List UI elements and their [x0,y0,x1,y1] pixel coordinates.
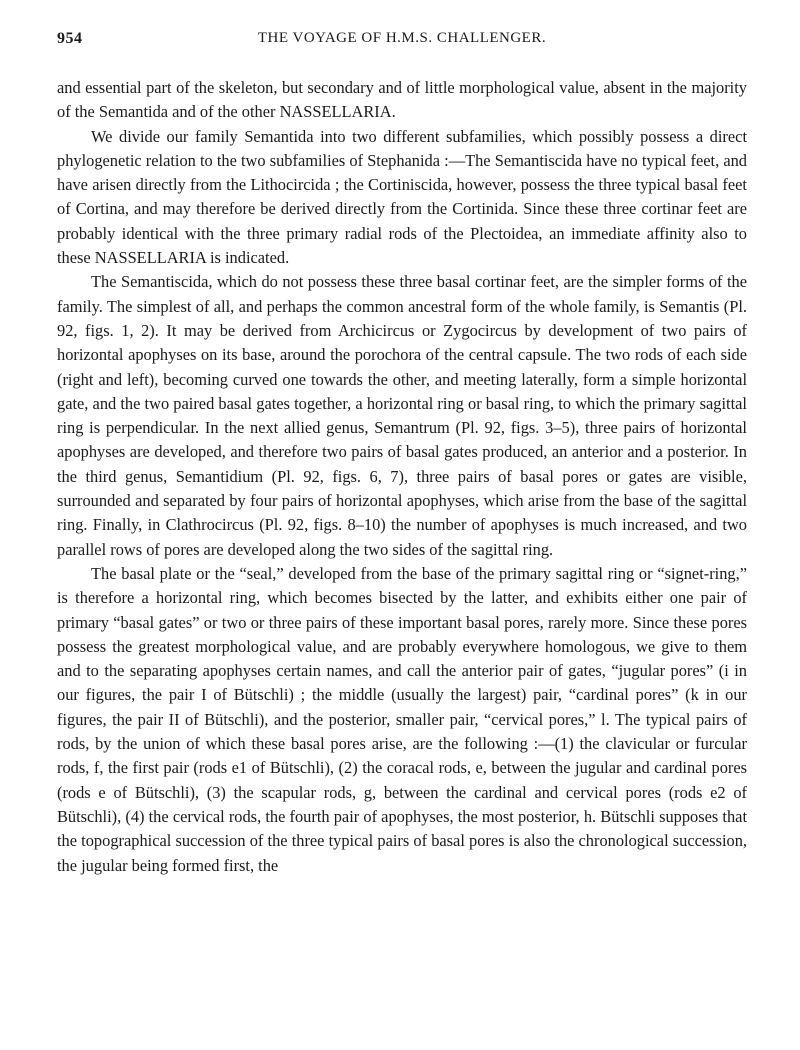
running-title: THE VOYAGE OF H.M.S. CHALLENGER. [257,30,547,46]
document-page [57,30,747,878]
paragraph-4: The basal plate or the “seal,” developed from the base of the primary sagittal ring or “signet-ring,” is therefore a horizontal ring, which becomes bisected by the latter, and exhibits either one pair of primary “basal gates” or two or three pairs of these important basal pores, rarely more. Since these pores possess the greatest morphological value, and are probably everywhere homologous, we give to them and to the separating apophyses certain names, and call the anterior pair of gates, “jugular pores” (i in our figures, the pair I of Bütschli) ; the middle (usually the largest) pair, “cardinal pores” (k in our figures, the pair II of Bütschli), and the posterior, smaller pair, “cervical pores,” l. The typical pairs of rods, by the union of which these basal pores arise, are the following :—(1) the clavicular or furcular rods, f, the first pair (rods e1 of Bütschli), (2) the coracal rods, e, between the jugular and cardinal pores (rods e of Bütschli), (3) the scapular rods, g, between the cardinal and cervical pores (rods e2 of Bütschli), (4) the cervical rods, the fourth pair of apophyses, the most posterior, h. Bütschli supposes that the topographical succession of the three typical pairs of basal pores is also the chronological succession, the jugular being formed first, the [57,563,747,875]
paragraph-1: and essential part of the skeleton, but secondary and of little morphological value, absent in the majority of the Semantida and of the other NASSELLARIA. [57,78,747,122]
body-text [57,76,747,878]
page-header [57,30,747,56]
paragraph-3: The Semantiscida, which do not possess these three basal cortinar feet, are the simpler forms of the family. The simplest of all, and perhaps the common ancestral form of the whole family, is Semantis (Pl. 92, figs. 1, 2). It may be derived from Archicircus or Zygocircus by development of two pairs of horizontal apophyses on its base, around the porochora of the central capsule. The two rods of each side (right and left), becoming curved one towards the other, and meeting laterally, form a simple horizontal gate, and the two paired basal gates together, a horizontal ring or basal ring, to which the primary sagittal ring is perpendicular. In the next allied genus, Semantrum (Pl. 92, figs. 3–5), three pairs of horizontal apophyses are developed, and therefore two pairs of basal gates produced, an anterior and a posterior. In the third genus, Semantidium (Pl. 92, figs. 6, 7), three pairs of basal pores or gates are visible, surrounded and separated by four pairs of horizontal apophyses, which arise from the base of the sagittal ring. Finally, in Clathrocircus (Pl. 92, figs. 8–10) the number of apophyses is much increased, and two parallel rows of pores are developed along the two sides of the sagittal ring. [57,272,747,559]
page-number: 954 [57,30,83,47]
paragraph-2: We divide our family Semantida into two different subfamilies, which possibly possess a direct phylogenetic relation to the two subfamilies of Stephanida :—The Semantiscida have no typical feet, and have arisen directly from the Lithocircida ; the Cortiniscida, however, possess the three typical basal feet of Cortina, and may therefore be derived directly from the Cortinida. Since these three cortinar feet are probably identical with the three primary radial rods of the Plectoidea, an immediate affinity also to these NASSELLARIA is indicated. [57,126,747,268]
